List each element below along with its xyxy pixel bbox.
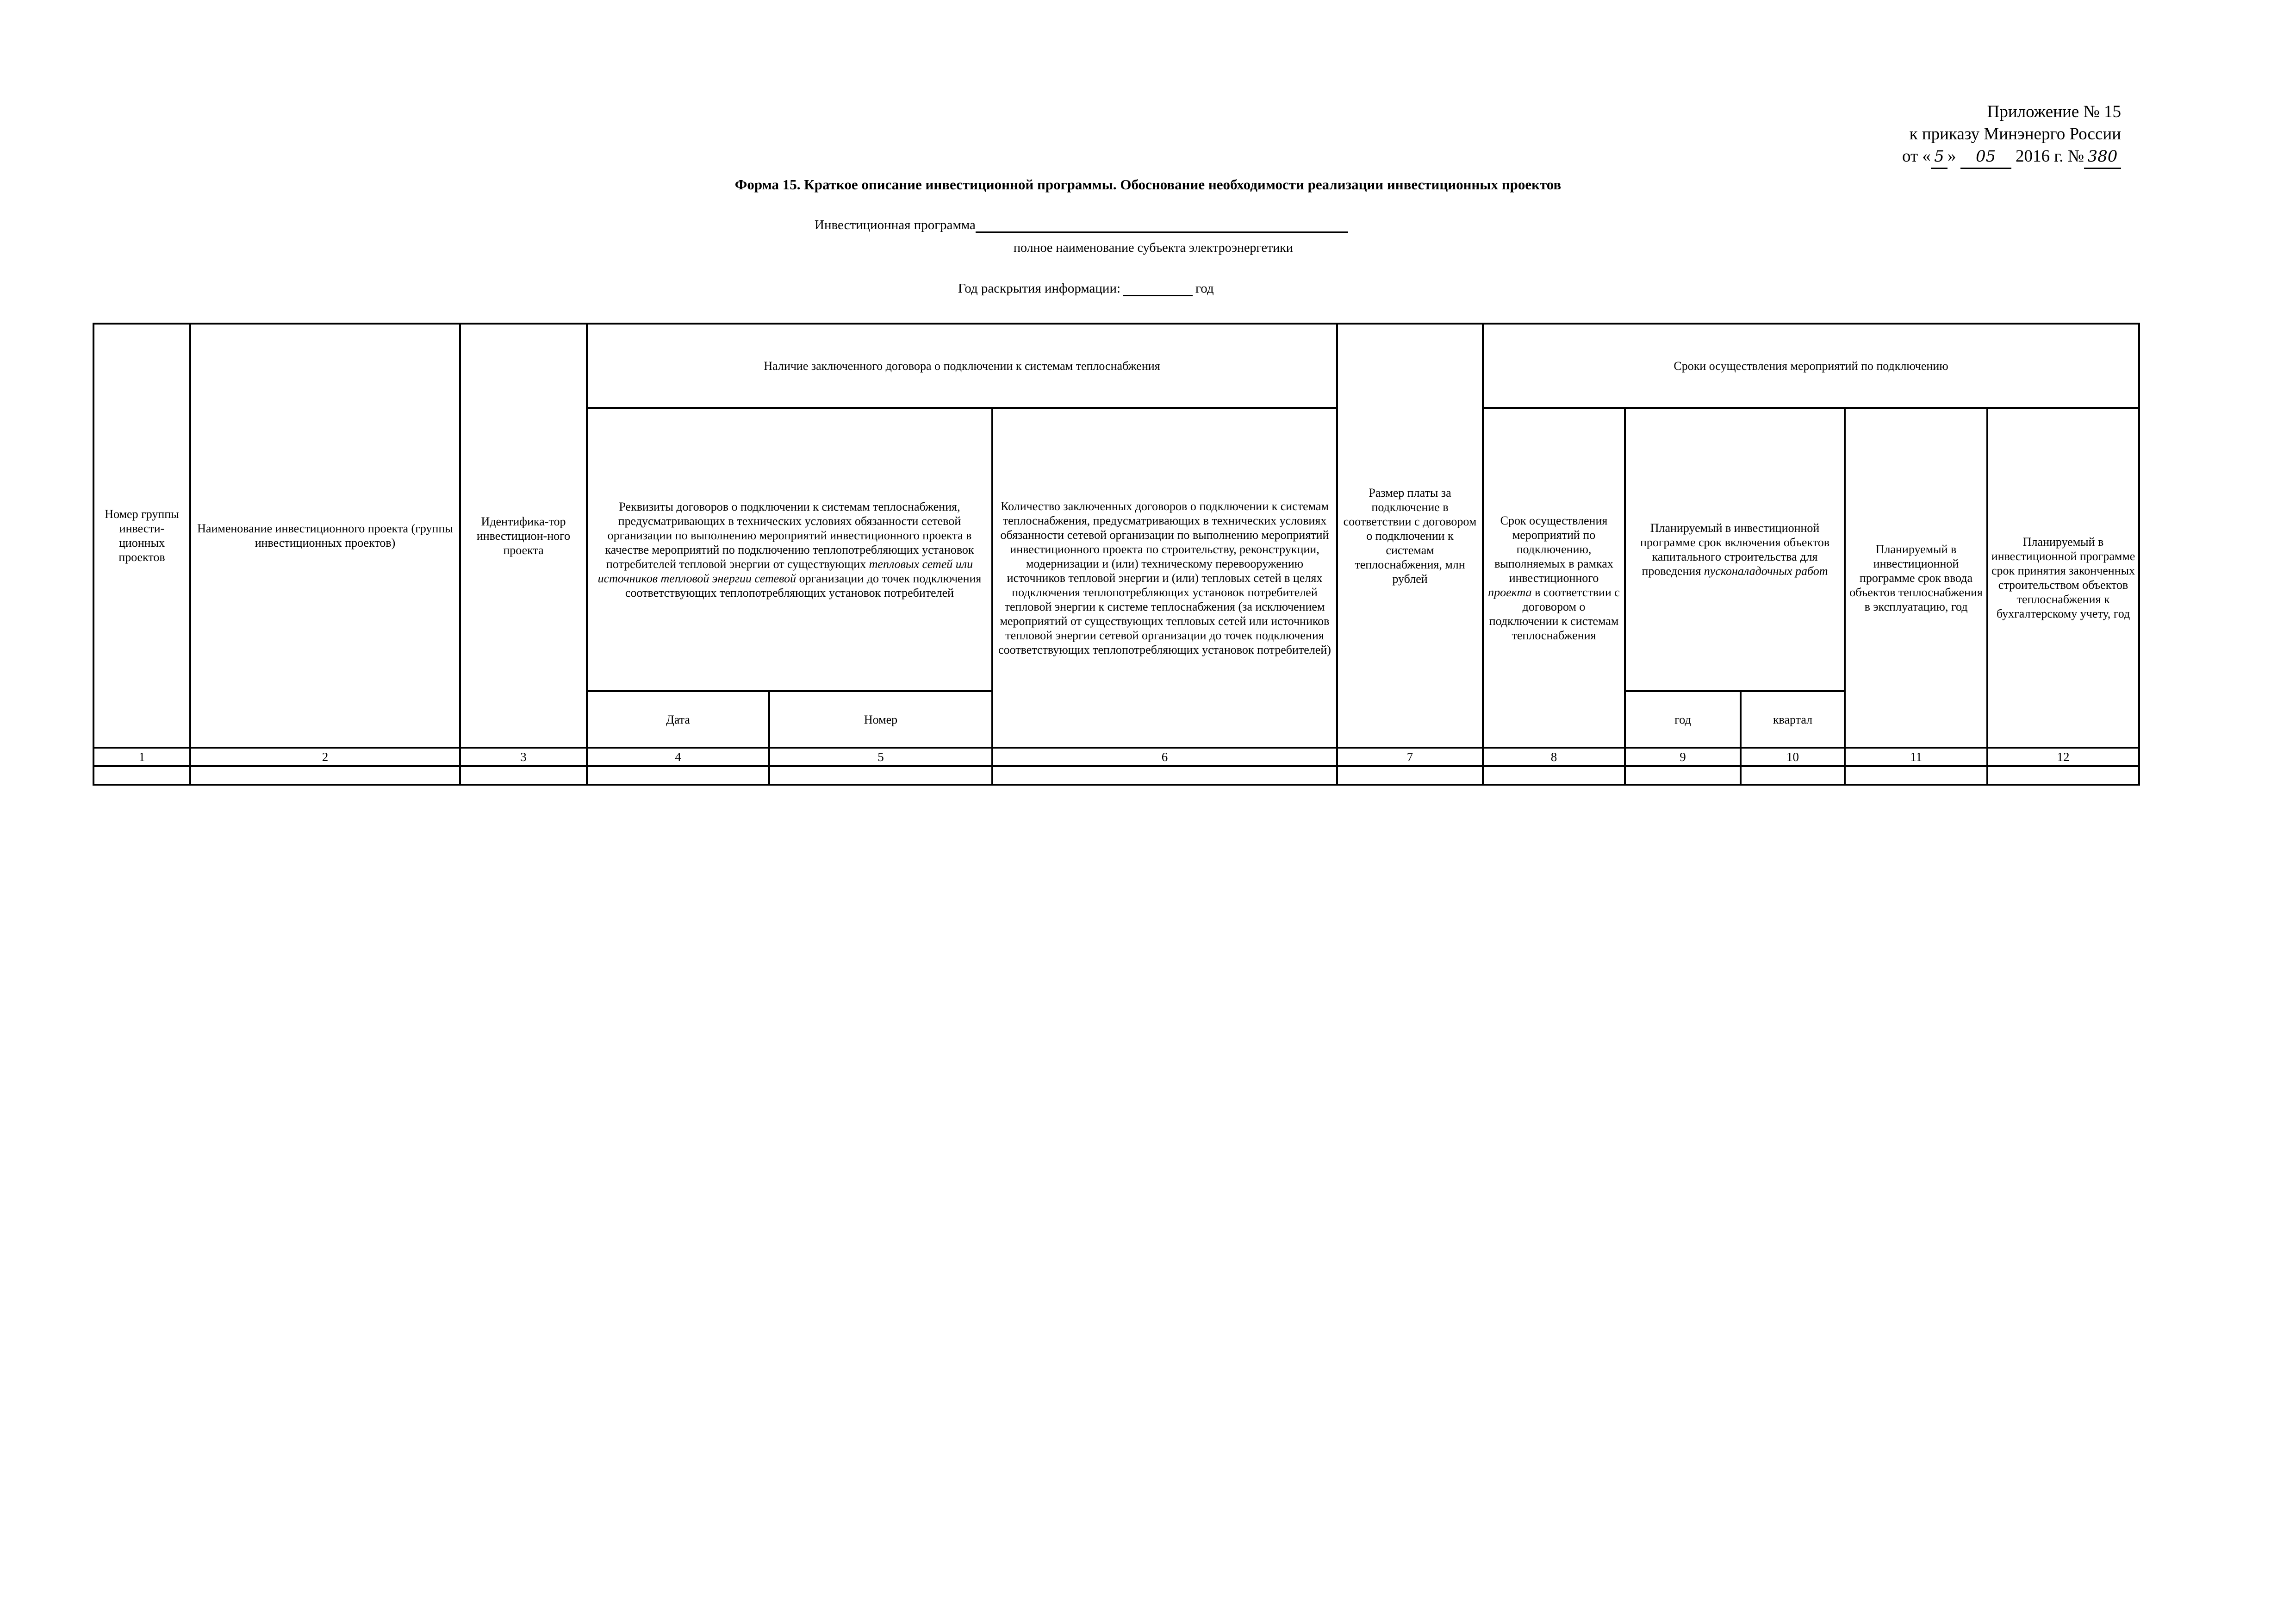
table-cell[interactable] <box>93 766 190 785</box>
column-number: 9 <box>1625 748 1741 766</box>
program-line <box>815 218 1348 233</box>
appendix-block <box>1902 101 2121 169</box>
header-project-name: Наименование инвестиционного проекта (группы инвестиционных проектов) <box>190 324 460 748</box>
header-terms-group: Сроки осуществления мероприятий по подключению <box>1483 324 2139 408</box>
table-cell[interactable] <box>460 766 587 785</box>
disclosure-unit: год <box>1195 281 1214 296</box>
header-year: год <box>1625 691 1741 748</box>
column-number: 12 <box>1987 748 2139 766</box>
appendix-date-line <box>1902 145 2121 169</box>
appendix-order: к приказу Минэнерго России <box>1909 125 2121 144</box>
column-number: 2 <box>190 748 460 766</box>
table-cell[interactable] <box>1483 766 1625 785</box>
header-date: Дата <box>587 691 769 748</box>
program-sublabel: полное наименование субъекта электроэнергетики <box>1014 241 1293 255</box>
header-implementation-term-italic: проекта <box>1488 585 1532 599</box>
table-cell[interactable] <box>1987 766 2139 785</box>
disclosure-year-field[interactable] <box>1123 283 1193 296</box>
header-number: Номер <box>769 691 992 748</box>
header-commissioning-works <box>1625 408 1845 691</box>
header-contract-details-text-end: организации до точек подключения соответствующих теплопотребляющих установок потребителей <box>625 571 982 600</box>
column-number: 5 <box>769 748 992 766</box>
header-contract-details-italic: тепловых сетей или источников тепловой энергии сетевой <box>597 557 973 585</box>
table-cell[interactable] <box>587 766 769 785</box>
table-cell[interactable] <box>190 766 460 785</box>
header-implementation-term-text-end: в соответствии с договором о подключении к системам теплоснабжения <box>1489 585 1620 642</box>
column-number: 4 <box>587 748 769 766</box>
table-cell[interactable] <box>1625 766 1741 785</box>
table-cell[interactable] <box>769 766 992 785</box>
column-number: 11 <box>1845 748 1987 766</box>
form-table <box>93 323 2140 786</box>
appendix-year: 2016 г. № <box>2015 147 2084 166</box>
header-contract-count: Количество заключенных договоров о подключении к системам теплоснабжения, предусматривающих в технических условиях обязанности сетевой организации по выполнению мероприятий инвестиционного проекта по строительству, реконструкции, модернизации и (или) техническому перевооружению источников тепловой энергии и (или) тепловых сетей в целях подключения теплопотребляющих установок потребителей тепловой энергии к системе теплоснабжения (за исключением мероприятий от существующих тепловых сетей или источников тепловой энергии сетевой организации до точек подключения соответствующих теплопотребляющих установок потребителей) <box>992 408 1337 748</box>
header-commissioning-works-italic: пусконаладочных работ <box>1704 564 1828 578</box>
appendix-number: 380 <box>2084 145 2121 169</box>
table-cell[interactable] <box>1845 766 1987 785</box>
table-cell[interactable] <box>1337 766 1483 785</box>
table-row <box>93 766 2139 785</box>
appendix-from-prefix: от « <box>1902 147 1931 166</box>
program-name-field[interactable] <box>976 219 1348 233</box>
column-number: 3 <box>460 748 587 766</box>
header-implementation-term-text: Срок осуществления мероприятий по подключению, выполняемых в рамках инвестиционного <box>1494 513 1613 585</box>
column-numbers-row <box>93 748 2139 766</box>
header-contract-details-text: Реквизиты договоров о подключении к системам теплоснабжения, предусматривающих в технических условиях обязанности сетевой организации по выполнению мероприятий инвестиционного проекта в качестве мероприятий по подключению теплопотребляющих установок потребителей тепловой энергии от существующих <box>605 500 974 571</box>
column-number: 6 <box>992 748 1337 766</box>
appendix-day-close: » <box>1947 147 1956 166</box>
header-contract-details <box>587 408 992 691</box>
header-operation-start: Планируемый в инвестиционной программе срок ввода объектов теплоснабжения в эксплуатацию, год <box>1845 408 1987 748</box>
disclosure-label: Год раскрытия информации: <box>958 281 1121 296</box>
appendix-day: 5 <box>1931 145 1948 169</box>
appendix-month: 05 <box>1960 145 2011 169</box>
column-number: 1 <box>93 748 190 766</box>
column-number: 7 <box>1337 748 1483 766</box>
header-quarter: квартал <box>1741 691 1845 748</box>
program-label: Инвестиционная программа <box>815 218 976 232</box>
form-title: Форма 15. Краткое описание инвестиционной программы. Обоснование необходимости реализации инвестиционных проектов <box>734 176 1562 193</box>
header-project-id: Идентифика-тор инвестицион-ного проекта <box>460 324 587 748</box>
table-cell[interactable] <box>1741 766 1845 785</box>
header-commissioning-works-text: Планируемый в инвестиционной программе срок включения объектов капитального строительства для проведения <box>1640 521 1830 578</box>
header-contract-group: Наличие заключенного договора о подключении к системам теплоснабжения <box>587 324 1337 408</box>
header-connection-fee: Размер платы за подключение в соответствии с договором о подключении к системам теплоснабжения, млн рублей <box>1337 324 1483 748</box>
column-number: 10 <box>1741 748 1845 766</box>
table-cell[interactable] <box>992 766 1337 785</box>
column-number: 8 <box>1483 748 1625 766</box>
appendix-title: Приложение № 15 <box>1987 102 2121 121</box>
header-group-number: Номер группы инвести-ционных проектов <box>93 324 190 748</box>
header-accounting-acceptance: Планируемый в инвестиционной программе срок принятия законченных строительством объектов теплоснабжения к бухгалтерскому учету, год <box>1987 408 2139 748</box>
header-implementation-term <box>1483 408 1625 748</box>
disclosure-year-line <box>958 281 1214 296</box>
